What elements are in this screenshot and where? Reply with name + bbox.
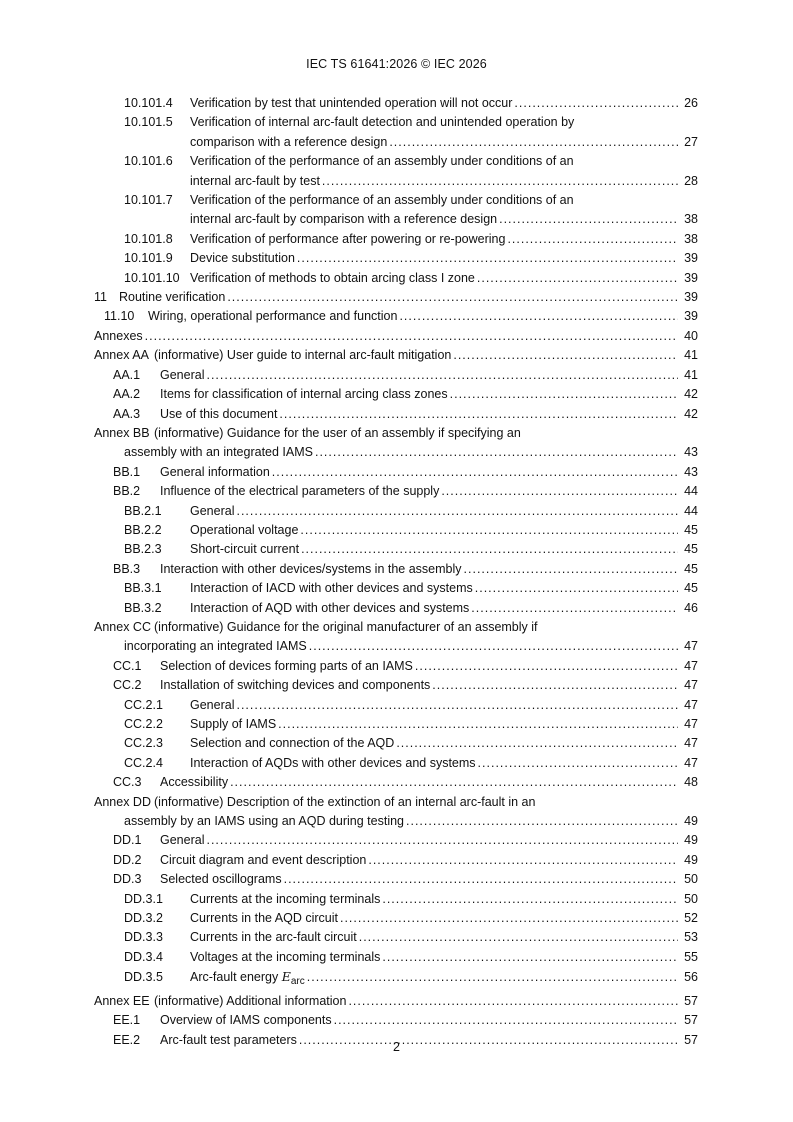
toc-entry-title: General [190,503,235,518]
toc-entry-title: Routine verification [119,290,226,305]
toc-entry-title: Installation of switching devices and components [160,678,431,693]
toc-entry[interactable] [94,599,698,618]
toc-entry-title: Verification of performance after powering or re-powering [190,231,506,246]
toc-entry-number: 10.101.8 [124,231,173,246]
toc-entry[interactable] [94,560,698,579]
toc-entry-page: 49 [684,814,698,829]
toc-entry-number: 10.101.5 [124,115,173,130]
toc-entry[interactable] [94,288,698,307]
toc-entry[interactable] [94,385,698,404]
toc-entry-number: BB.3.2 [124,600,162,615]
toc-entry-page: 45 [684,522,698,537]
toc-entry-title: Interaction of AQDs with other devices and systems [190,755,476,770]
toc-entry-number: 11 [94,290,107,305]
toc-entry-title: internal arc-fault by comparison with a reference design [190,212,498,227]
toc-entry-title: (informative) Guidance for the original manufacturer of an assembly if [154,619,538,634]
toc-entry-title: Operational voltage [190,522,299,537]
dot-leader [389,133,678,152]
toc-entry[interactable] [94,715,698,734]
dot-leader [382,948,678,967]
dot-leader [230,773,678,792]
toc-entry-page: 47 [684,736,698,751]
dot-leader [206,831,678,850]
toc-entry-title: (informative) Guidance for the user of an assembly if specifying an [154,425,521,440]
toc-entry[interactable] [94,366,698,385]
toc-entry-number: CC.2.3 [124,736,163,751]
toc-entry[interactable] [94,579,698,598]
toc-entry-number: BB.3 [113,561,141,576]
toc-entry-title: Interaction of IACD with other devices and systems [190,581,473,596]
toc-entry[interactable] [94,948,698,967]
toc-entry-title: Verification of methods to obtain arcing class I zone [190,270,475,285]
toc-entry-page: 44 [684,503,698,518]
toc-entry-title: Accessibility [160,775,229,790]
toc-entry-page: 57 [684,1013,698,1028]
toc-entry-page: 47 [684,717,698,731]
toc-entry[interactable] [94,191,698,230]
toc-entry-page: 38 [684,212,698,227]
toc-entry[interactable] [94,327,698,346]
toc-entry[interactable] [94,1011,698,1030]
toc-entry[interactable] [94,734,698,753]
dot-leader [450,385,678,404]
toc-entry[interactable] [94,676,698,695]
toc-entry-number: DD.2 [113,852,142,867]
toc-entry-title: Selection and connection of the AQD [190,736,395,751]
toc-entry-page: 38 [684,231,698,246]
dot-leader [272,463,678,482]
toc-entry-number: 10.101.4 [124,96,173,110]
dot-leader [301,540,678,559]
dot-leader [236,696,678,715]
toc-entry[interactable] [94,521,698,540]
toc-entry-number: BB.2.3 [124,542,162,557]
toc-entry-title: Items for classification of internal arcing class zones [160,387,448,402]
toc-entry-number: 11.10 [104,309,135,324]
dot-leader [300,521,678,540]
toc-entry-page: 48 [684,775,698,790]
toc-entry-title: Currents in the AQD circuit [190,911,338,926]
toc-entry-page: 47 [684,658,698,673]
toc-entry-number: DD.3 [113,872,142,887]
dot-leader [278,715,678,734]
dot-leader [453,346,678,365]
dot-leader [236,502,678,521]
dot-leader [432,676,678,695]
toc-entry-title: assembly by an IAMS using an AQD during testing [124,814,405,829]
toc-entry[interactable] [94,754,698,773]
toc-entry-title: General [160,833,205,848]
dot-leader [309,637,678,656]
toc-entry-title: Influence of the electrical parameters of the supply [160,484,440,499]
dot-leader [284,870,678,889]
toc-entry-title: (informative) Description of the extinction of an internal arc-fault in an [154,794,536,809]
toc-entry-page: 47 [684,639,698,654]
toc-entry-page: 39 [684,309,698,324]
toc-entry[interactable] [94,696,698,715]
toc-entry[interactable] [94,928,698,947]
toc-entry-title: Use of this document [160,406,278,421]
toc-entry-number: Annex EE [94,993,150,1008]
toc-entry-number: DD.3.5 [124,970,163,985]
toc-entry-page: 43 [684,445,698,460]
toc-entry[interactable] [94,773,698,792]
toc-entry-number: DD.3.3 [124,930,163,945]
toc-entry-number: CC.3 [113,775,142,790]
toc-entry-number: Annex AA [94,348,149,363]
toc-entry-number: Annex CC [94,619,151,634]
toc-entry-title: comparison with a reference design [190,134,388,149]
toc-entry-page: 42 [684,406,698,421]
toc-entry-title: assembly with an integrated IAMS [124,445,313,460]
toc-entry-title: Short-circuit current [190,542,300,557]
toc-entry[interactable] [94,152,698,191]
dot-leader [441,482,678,501]
toc-entry-title: Currents in the arc-fault circuit [190,930,357,945]
toc-entry-number: DD.3.1 [124,891,163,906]
toc-entry[interactable] [94,618,698,657]
dot-leader [297,249,678,268]
toc-entry[interactable] [94,346,698,365]
toc-entry-number: 10.101.9 [124,251,173,266]
toc-entry-title: Currents at the incoming terminals [190,891,381,906]
toc-entry-number: DD.3.2 [124,911,163,926]
toc-entry-page: 42 [684,387,698,402]
toc-entry-title: Voltages at the incoming terminals [190,949,381,964]
dot-leader [382,890,678,909]
toc-entry-title: General [160,367,205,382]
dot-leader [475,579,678,598]
toc-entry-page: 41 [684,367,698,382]
dot-leader [478,754,678,773]
dot-leader [315,443,678,462]
toc-entry[interactable] [94,502,698,521]
toc-entry[interactable] [94,249,698,268]
toc-entry-page: 50 [684,872,698,887]
toc-entry-number: DD.3.4 [124,949,163,964]
dot-leader [399,307,678,326]
toc-entry[interactable] [94,540,698,559]
dot-leader [145,327,678,346]
toc-entry-page: 41 [684,348,698,363]
dot-leader [471,599,678,618]
toc-entry[interactable] [94,113,698,152]
dot-leader [368,851,678,870]
toc-entry-number: Annex BB [94,425,150,440]
toc-entry-number: CC.2.4 [124,755,163,770]
toc-entry[interactable] [94,992,698,1011]
dot-leader [279,405,678,424]
toc-entry-page: 46 [684,600,698,615]
dot-leader [206,366,678,385]
toc-entry[interactable] [94,851,698,870]
toc-entry-title: Wiring, operational performance and function [148,309,398,324]
toc-entry-page: 45 [684,561,698,576]
toc-entry-title: Arc-fault energy $E_{arc}$ [190,969,305,988]
toc-entry-title: Verification by test that unintended operation will not occur [190,96,513,110]
toc-entry-title: Verification of internal arc-fault detection and unintended operation by [190,115,575,130]
toc-entry[interactable] [94,967,698,991]
toc-entry-page: 49 [684,833,698,848]
toc-entry-page: 57 [684,1032,698,1047]
toc-entry[interactable] [94,94,698,113]
dot-leader [340,909,678,928]
dot-leader [477,269,678,288]
math-symbol: $E_{arc}$ [281,969,305,988]
toc-entry-title: Interaction with other devices/systems in the assembly [160,561,462,576]
toc-entry[interactable] [94,909,698,928]
toc-entry-number: BB.3.1 [124,581,162,596]
toc-entry[interactable] [94,405,698,424]
dot-leader [464,560,678,579]
toc-entry-page: 45 [684,542,698,557]
toc-entry-number: BB.2.2 [124,522,162,537]
toc-entry-number: 10.101.10 [124,270,180,285]
toc-entry-title: Interaction of AQD with other devices and systems [190,600,470,615]
toc-entry-number: BB.2.1 [124,503,162,518]
toc-entry-number: BB.2 [113,484,141,499]
toc-entry-number: AA.3 [113,406,141,421]
toc-entry-number: EE.1 [113,1013,141,1028]
toc-entry[interactable] [94,890,698,909]
dot-leader [396,734,678,753]
toc-entry-title: Selected oscillograms [160,872,282,887]
toc-entry-title: Arc-fault test parameters [160,1032,297,1047]
toc-entry-page: 39 [684,270,698,285]
page-header: IEC TS 61641:2026 © IEC 2026 [306,57,487,71]
toc-entry-number: CC.2.2 [124,717,163,731]
toc-entry-page: 53 [684,930,698,945]
toc-entry-page: 26 [684,96,698,110]
toc-entry-number: Annex DD [94,794,151,809]
toc-entry-page: 47 [684,697,698,712]
toc-entry-title: (informative) Additional information [154,993,347,1008]
toc-entry[interactable] [94,870,698,889]
toc-entry-number: BB.1 [113,464,141,479]
toc-entry-page: 50 [684,891,698,906]
toc-entry[interactable] [94,230,698,249]
dot-leader [499,210,678,229]
toc-entry-title: incorporating an integrated IAMS [124,639,307,654]
toc-entry-page: 47 [684,678,698,693]
toc-entry[interactable] [94,463,698,482]
dot-leader [348,992,678,1011]
toc-entry-page: 27 [684,134,698,149]
toc-entry-page: 49 [684,852,698,867]
toc-entry-title: (informative) User guide to internal arc-fault mitigation [154,348,452,363]
dot-leader [514,94,678,113]
toc-entry[interactable] [94,793,698,832]
toc-entry-page: 28 [684,173,698,188]
toc-entry[interactable] [94,482,698,501]
toc-entry-number: CC.2.1 [124,697,163,712]
table-of-contents [94,94,698,1050]
dot-leader [359,928,678,947]
toc-entry-page: 57 [684,993,698,1008]
dot-leader [334,1011,678,1030]
toc-entry-title: Verification of the performance of an assembly under conditions of an [190,193,574,208]
toc-entry-number: AA.2 [113,387,141,402]
toc-entry-page: 40 [684,328,698,343]
toc-entry-page: 39 [684,290,698,305]
toc-entry-number: EE.2 [113,1032,141,1047]
toc-entry-title: Annexes [94,328,143,343]
toc-entry-title: Selection of devices forming parts of an IAMS [160,658,413,673]
toc-entry-page: 44 [684,484,698,499]
toc-entry-number: AA.1 [113,367,141,382]
toc-entry-title: internal arc-fault by test [190,173,320,188]
toc-entry-page: 43 [684,464,698,479]
toc-entry-number: 10.101.6 [124,154,173,169]
toc-entry-title: Device substitution [190,251,295,266]
toc-entry-page: 52 [684,911,698,926]
toc-entry-page: 47 [684,755,698,770]
toc-entry-number: DD.1 [113,833,142,848]
toc-entry-number: CC.2 [113,678,142,693]
toc-entry[interactable] [94,269,698,288]
toc-entry[interactable] [94,831,698,850]
toc-entry-page: 55 [684,949,698,964]
dot-leader [307,968,678,987]
toc-entry[interactable] [94,307,698,326]
toc-entry-title: Circuit diagram and event description [160,852,367,867]
dot-leader [227,288,678,307]
toc-entry-page: 45 [684,581,698,596]
toc-entry-title: Supply of IAMS [190,717,277,731]
toc-entry[interactable] [94,424,698,463]
toc-entry-number: 10.101.7 [124,193,173,208]
toc-entry-number: CC.1 [113,658,142,673]
dot-leader [507,230,678,249]
dot-leader [406,812,678,831]
toc-entry-title: Verification of the performance of an assembly under conditions of an [190,154,574,169]
toc-entry[interactable] [94,657,698,676]
page-number: 2 [393,1040,400,1054]
dot-leader [322,172,678,191]
toc-entry-title: General [190,697,235,712]
toc-entry-title: Overview of IAMS components [160,1013,332,1028]
dot-leader [415,657,678,676]
toc-entry-page: 39 [684,251,698,266]
toc-entry-title: General information [160,464,270,479]
toc-entry-page: 56 [684,970,698,985]
